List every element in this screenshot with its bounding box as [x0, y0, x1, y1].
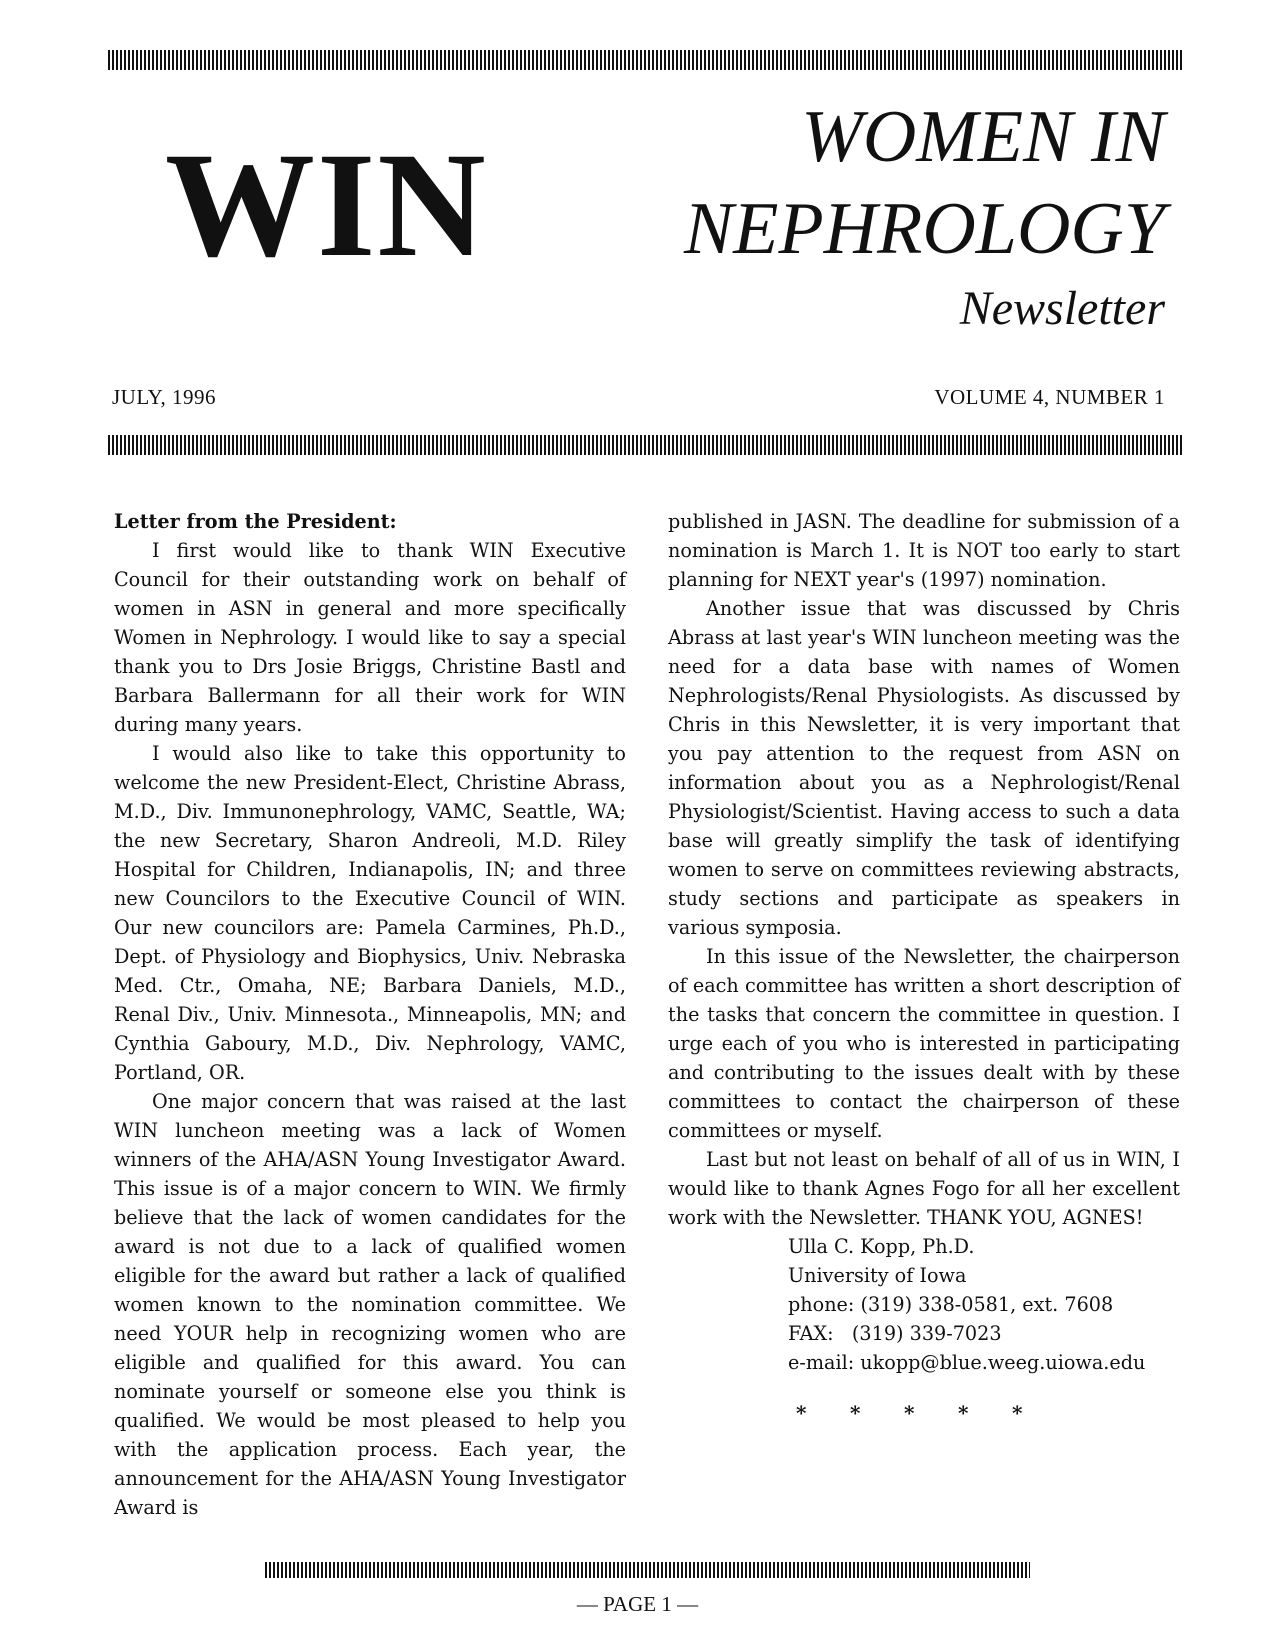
signature-fax: FAX: (319) 339-7023 [788, 1322, 1002, 1345]
asterisk-icon: * [796, 1401, 807, 1425]
asterisk-icon: * [850, 1401, 861, 1425]
footer-decorative-rule [265, 1562, 1030, 1578]
signature-phone: phone: (319) 338-0581, ext. 7608 [788, 1293, 1114, 1316]
signature-email: e-mail: ukopp@blue.weeg.uiowa.edu [788, 1351, 1146, 1374]
signature-affiliation: University of Iowa [788, 1264, 967, 1287]
signature-name: Ulla C. Kopp, Ph.D. [788, 1235, 975, 1258]
masthead-title-line2: NEPHROLOGY [683, 188, 1165, 270]
article-paragraph: In this issue of the Newsletter, the chairperson of each committee has written a short description of the tasks that concern the committee in question. I urge each of you who is interested in participating and contributing to the issues dealt with by these committees to contact the chairperson of these committees or myself. [668, 945, 1180, 1142]
page-number: — PAGE 1 — [576, 1592, 699, 1616]
masthead-title-line1: WOMEN IN [801, 96, 1165, 178]
asterisk-icon: * [1012, 1401, 1023, 1425]
article-paragraph-continued: published in JASN. The deadline for submission of a nomination is March 1. It is NOT too early to start planning for NEXT year's (1997) nomination. [668, 510, 1180, 591]
asterisk-icon: * [958, 1401, 969, 1425]
article-column-left [114, 507, 626, 1522]
top-decorative-rule [108, 50, 1183, 70]
masthead-acronym: WIN [165, 122, 488, 288]
article-paragraph: One major concern that was raised at the last WIN luncheon meeting was a lack of Women winners of the AHA/ASN Young Investigator Award. This issue is of a major concern to WIN. We firmly believe that the lack of women candidates for the award is not due to a lack of qualified women eligible for the award but rather a lack of qualified women known to the nomination committee. We need YOUR help in recognizing women who are eligible and qualified for this award. You can nominate yourself or someone else you think is qualified. We would be most pleased to help you with the application process. Each year, the announcement for the AHA/ASN Young Investigator Award is [114, 1090, 626, 1519]
signature-block [788, 1232, 1180, 1377]
article-column-right [668, 507, 1180, 1428]
article-heading: Letter from the President: [114, 510, 397, 533]
masthead-subtitle: Newsletter [959, 282, 1165, 335]
article-paragraph: I first would like to thank WIN Executive Council for their outstanding work on behalf of women in ASN in general and more specifically Women in Nephrology. I would like to say a special thank you to Drs Josie Briggs, Christine Bastl and Barbara Ballermann for all their work for WIN during many years. [114, 539, 626, 736]
article-paragraph: Last but not least on behalf of all of us in WIN, I would like to thank Agnes Fogo for all her excellent work with the Newsletter. THANK YOU, AGNES! [668, 1148, 1180, 1229]
section-separator [796, 1399, 1180, 1428]
article-paragraph: I would also like to take this opportunity to welcome the new President-Elect, Christine Abrass, M.D., Div. Immunonephrology, VAMC, Seattle, WA; the new Secretary, Sharon Andreoli, M.D. Riley Hospital for Children, Indianapolis, IN; and three new Councilors to the Executive Council of WIN. Our new councilors are: Pamela Carmines, Ph.D., Dept. of Physiology and Biophysics, Univ. Nebraska Med. Ctr., Omaha, NE; Barbara Daniels, M.D., Renal Div., Univ. Minnesota., Minneapolis, MN; and Cynthia Gaboury, M.D., Div. Nephrology, VAMC, Portland, OR. [114, 742, 626, 1084]
asterisk-icon: * [904, 1401, 915, 1425]
issue-date: JULY, 1996 [112, 385, 217, 409]
issue-volume: VOLUME 4, NUMBER 1 [934, 385, 1165, 409]
header-divider-rule [108, 435, 1183, 455]
article-paragraph: Another issue that was discussed by Chris Abrass at last year's WIN luncheon meeting was the need for a data base with names of Women Nephrologists/Renal Physiologists. As discussed by Chris in this Newsletter, it is very important that you pay attention to the request from ASN on information about you as a Nephrologist/Renal Physiologist/Scientist. Having access to such a data base will greatly simplify the task of identifying women to serve on committees reviewing abstracts, study sections and participate as speakers in various symposia. [668, 597, 1180, 939]
